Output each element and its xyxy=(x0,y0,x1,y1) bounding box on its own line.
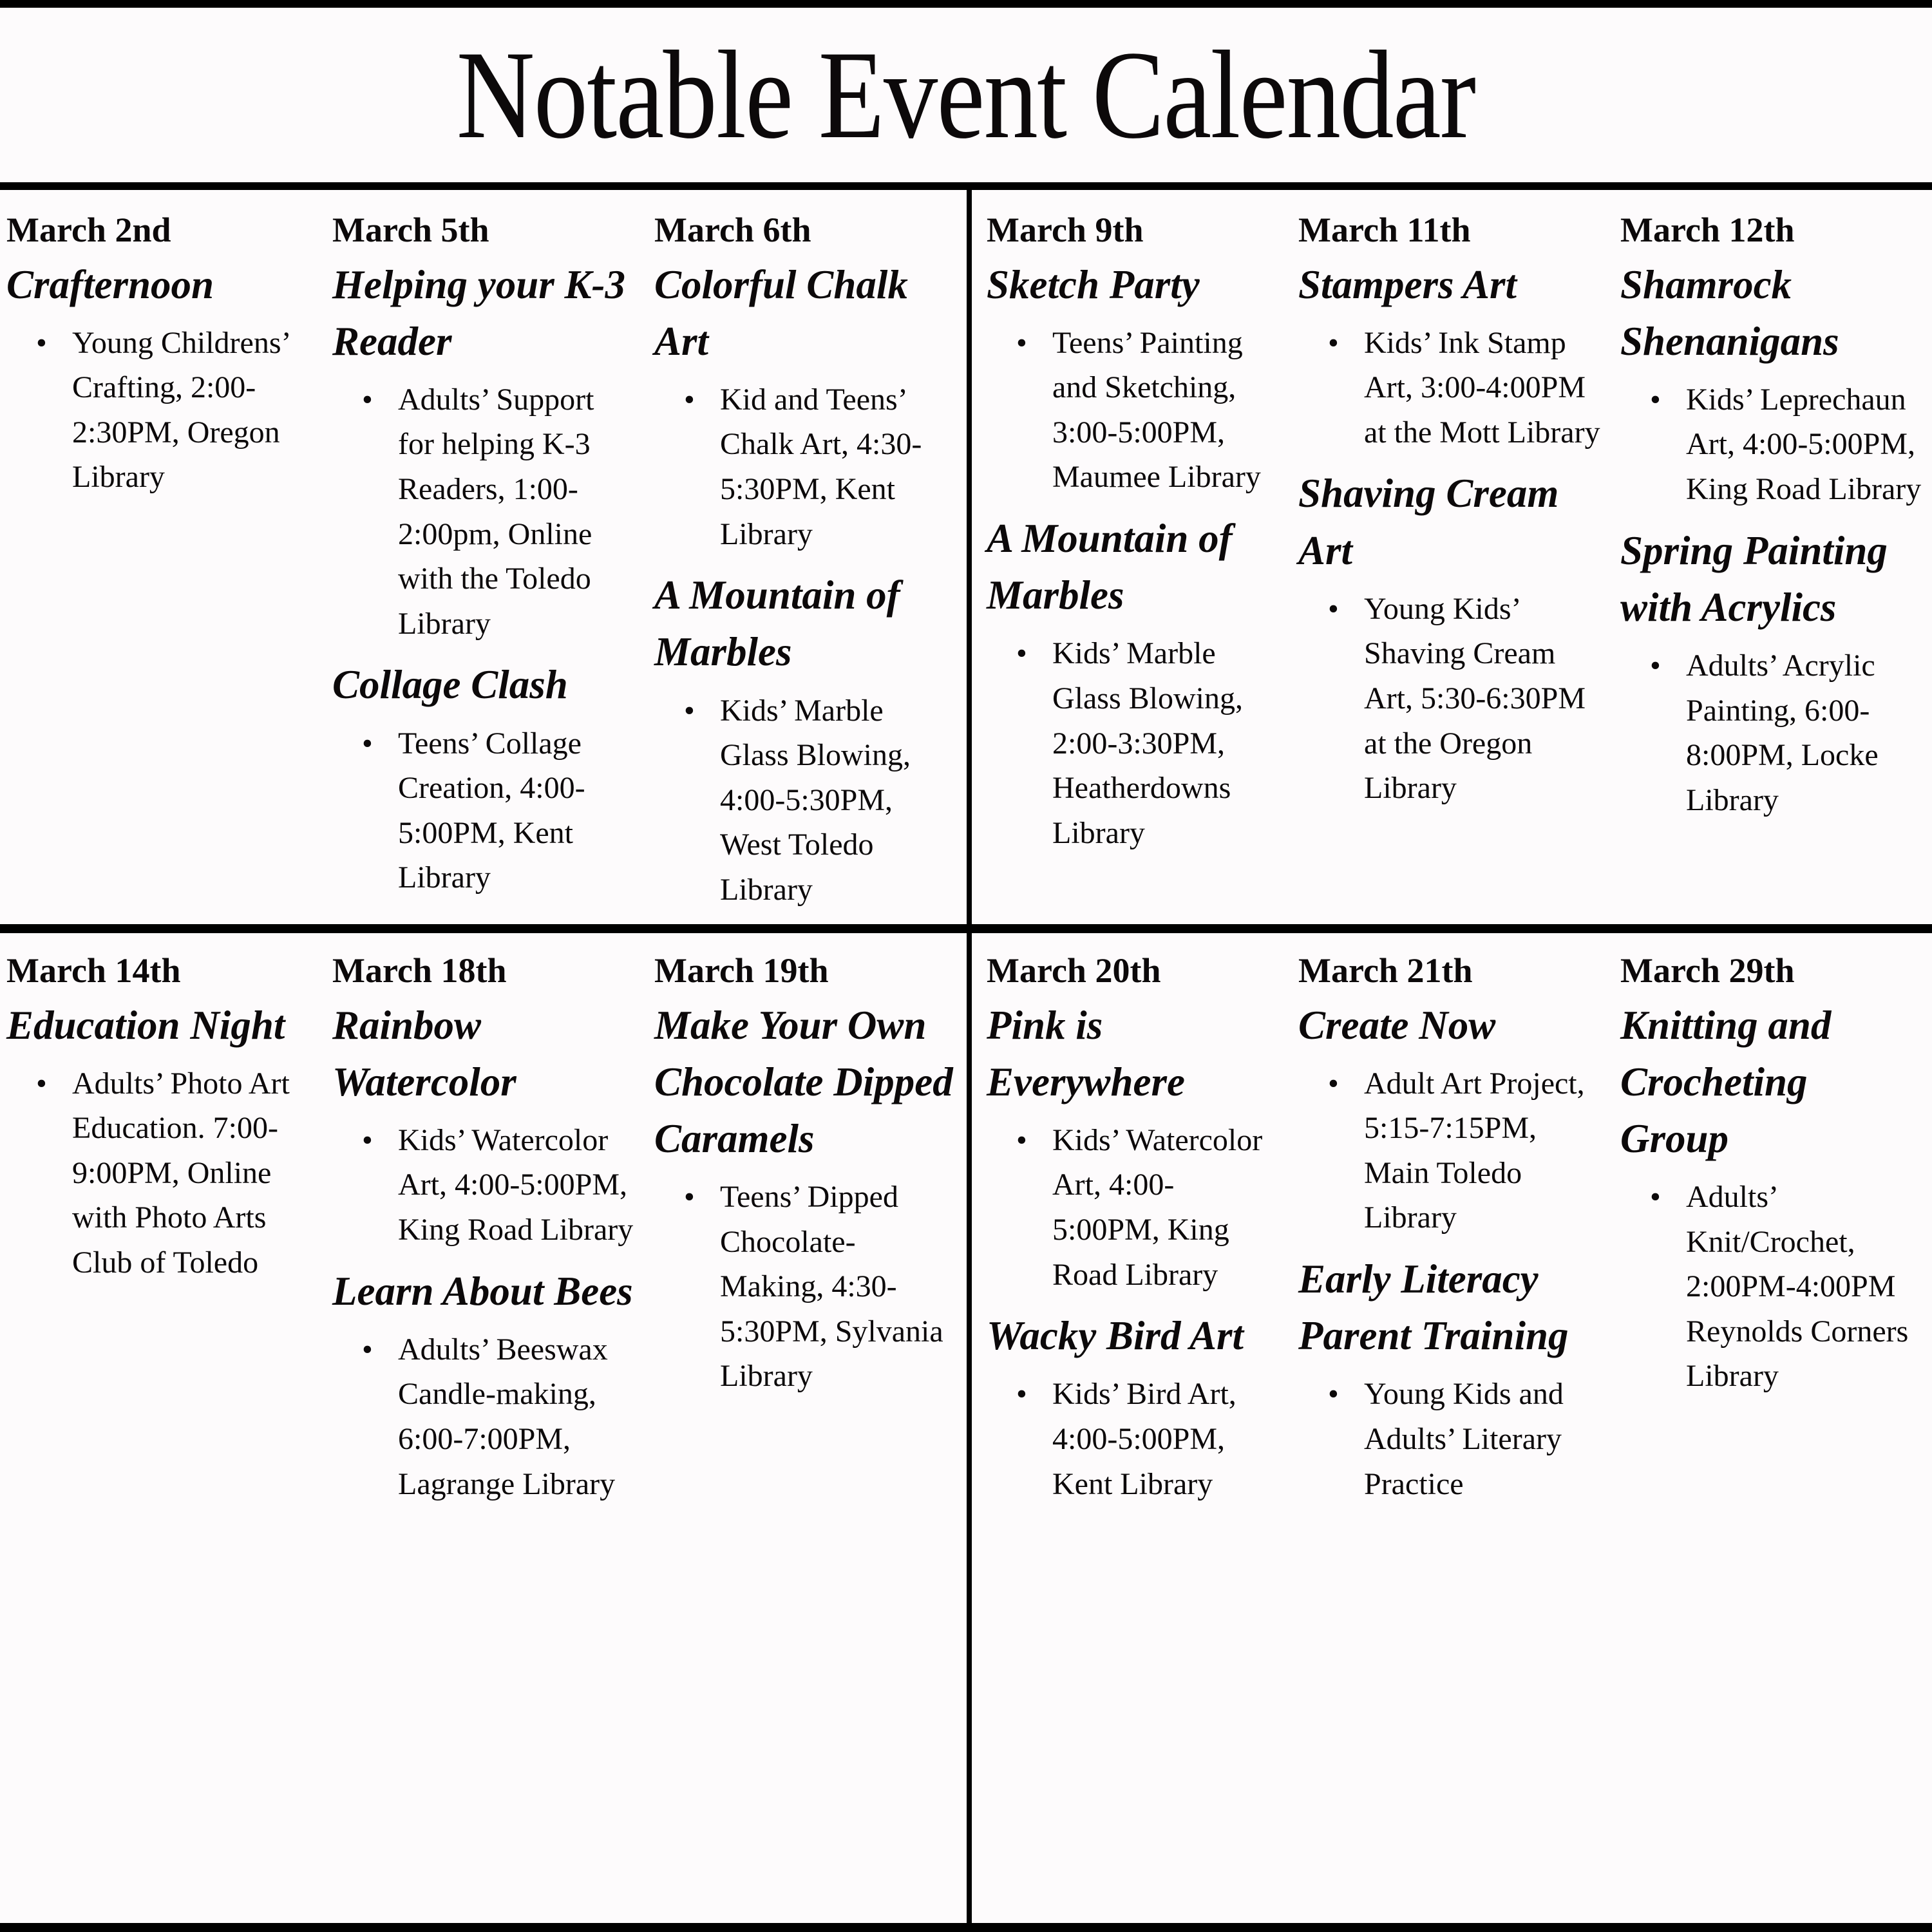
event-details xyxy=(332,1118,635,1253)
event-title: Education Night xyxy=(6,1002,285,1048)
event-detail: • Young Childrens’ Crafting, 2:00-2:30PM, Oregon Library xyxy=(6,321,313,500)
event-details xyxy=(1298,1061,1601,1240)
event-details xyxy=(1620,643,1923,822)
bottom-border-rule xyxy=(0,1923,1932,1932)
top-border-rule xyxy=(0,0,1932,8)
day-date: March 11th xyxy=(1298,211,1471,249)
event-detail: • Kids’ Bird Art, 4:00-5:00PM, Kent Library xyxy=(987,1372,1279,1506)
event-detail: • Adults’ Knit/Crochet, 2:00PM-4:00PM Reynolds Corners Library xyxy=(1620,1175,1923,1399)
event-details xyxy=(332,377,635,647)
event-detail: • Kids’ Ink Stamp Art, 3:00-4:00PM at the Mott Library xyxy=(1298,321,1601,455)
event-title: Spring Painting with Acrylics xyxy=(1620,527,1888,630)
event-title: Sketch Party xyxy=(987,261,1200,307)
column-divider-rule xyxy=(967,190,972,1932)
event-detail: • Kids’ Leprechaun Art, 4:00-5:00PM, King Road Library xyxy=(1620,377,1923,512)
event-details xyxy=(987,631,1279,855)
day-cell xyxy=(1288,194,1610,924)
day-date: March 14th xyxy=(6,951,181,990)
event-details xyxy=(332,1327,635,1506)
event-title: Rainbow Watercolor xyxy=(332,1002,516,1104)
event-details xyxy=(987,1372,1279,1506)
event-detail: • Adults’ Support for helping K-3 Readers, 1:00-2:00pm, Online with the Toledo Library xyxy=(332,377,635,647)
event-detail: • Kid and Teens’ Chalk Art, 4:30-5:30PM, Kent Library xyxy=(654,377,957,556)
event-detail: • Kids’ Marble Glass Blowing, 4:00-5:30PM, West Toledo Library xyxy=(654,688,957,913)
event-details xyxy=(987,1118,1279,1297)
calendar-row-1 xyxy=(0,194,1932,924)
day-cell xyxy=(1610,194,1932,924)
event-title: Colorful Chalk Art xyxy=(654,261,908,364)
day-cell xyxy=(1610,935,1932,1923)
event-title: Pink is Everywhere xyxy=(987,1002,1185,1104)
day-cell xyxy=(322,935,644,1923)
event-title: Wacky Bird Art xyxy=(987,1313,1244,1359)
day-date: March 12th xyxy=(1620,211,1795,249)
event-detail: • Kids’ Marble Glass Blowing, 2:00-3:30PM, Heatherdowns Library xyxy=(987,631,1279,855)
event-details xyxy=(654,688,957,913)
day-date: March 20th xyxy=(987,951,1161,990)
event-detail: • Teens’ Painting and Sketching, 3:00-5:00PM, Maumee Library xyxy=(987,321,1279,500)
event-title: Knitting and Crocheting Group xyxy=(1620,1002,1832,1161)
event-details xyxy=(1620,1175,1923,1399)
event-details xyxy=(1620,377,1923,512)
event-details xyxy=(6,1061,313,1285)
calendar-header xyxy=(0,8,1932,182)
header-divider-rule xyxy=(0,182,1932,190)
event-title: A Mountain of Marbles xyxy=(654,573,900,675)
day-cell xyxy=(644,194,966,924)
event-title: Create Now xyxy=(1298,1002,1496,1048)
event-details xyxy=(1298,1372,1601,1506)
day-date: March 2nd xyxy=(6,211,171,249)
event-title: Collage Clash xyxy=(332,662,568,708)
event-details xyxy=(987,321,1279,500)
event-detail: • Adults’ Photo Art Education. 7:00-9:00PM, Online with Photo Arts Club of Toledo xyxy=(6,1061,313,1285)
event-title: Make Your Own Chocolate Dipped Caramels xyxy=(654,1002,953,1161)
event-title: Stampers Art xyxy=(1298,261,1517,307)
event-detail: • Young Kids’ Shaving Cream Art, 5:30-6:30PM at the Oregon Library xyxy=(1298,587,1601,811)
event-title: Shaving Cream Art xyxy=(1298,471,1559,573)
day-date: March 29th xyxy=(1620,951,1795,990)
event-title: Learn About Bees xyxy=(332,1268,633,1314)
day-cell xyxy=(0,935,322,1923)
event-details xyxy=(332,721,635,900)
day-cell xyxy=(644,935,966,1923)
calendar-row-2 xyxy=(0,935,1932,1923)
day-date: March 19th xyxy=(654,951,829,990)
event-details xyxy=(1298,321,1601,455)
day-cell xyxy=(966,194,1288,924)
event-detail: • Kids’ Watercolor Art, 4:00-5:00PM, King Road Library xyxy=(987,1118,1279,1297)
day-cell xyxy=(1288,935,1610,1923)
event-title: Helping your K-3 Reader xyxy=(332,261,626,364)
event-title: Early Literacy Parent Training xyxy=(1298,1256,1569,1359)
day-cell xyxy=(0,194,322,924)
event-detail: • Teens’ Dipped Chocolate-Making, 4:30-5:30PM, Sylvania Library xyxy=(654,1175,957,1399)
event-details xyxy=(6,321,313,500)
day-date: March 6th xyxy=(654,211,811,249)
day-cell xyxy=(966,935,1288,1923)
event-title: Crafternoon xyxy=(6,261,214,307)
event-details xyxy=(654,377,957,556)
day-date: March 9th xyxy=(987,211,1144,249)
event-detail: • Adults’ Acrylic Painting, 6:00-8:00PM, Locke Library xyxy=(1620,643,1923,822)
day-date: March 5th xyxy=(332,211,489,249)
event-detail: • Teens’ Collage Creation, 4:00-5:00PM, Kent Library xyxy=(332,721,635,900)
event-title: A Mountain of Marbles xyxy=(987,516,1233,618)
event-details xyxy=(1298,587,1601,811)
page-title: Notable Event Calendar xyxy=(457,24,1475,165)
event-title: Shamrock Shenanigans xyxy=(1620,261,1839,364)
event-detail: • Kids’ Watercolor Art, 4:00-5:00PM, King Road Library xyxy=(332,1118,635,1253)
day-date: March 18th xyxy=(332,951,507,990)
day-cell xyxy=(322,194,644,924)
event-detail: • Adults’ Beeswax Candle-making, 6:00-7:00PM, Lagrange Library xyxy=(332,1327,635,1506)
event-detail: • Young Kids and Adults’ Literary Practice xyxy=(1298,1372,1601,1506)
event-details xyxy=(654,1175,957,1399)
day-date: March 21th xyxy=(1298,951,1473,990)
event-detail: • Adult Art Project, 5:15-7:15PM, Main Toledo Library xyxy=(1298,1061,1601,1240)
row-divider-rule xyxy=(0,924,1932,933)
